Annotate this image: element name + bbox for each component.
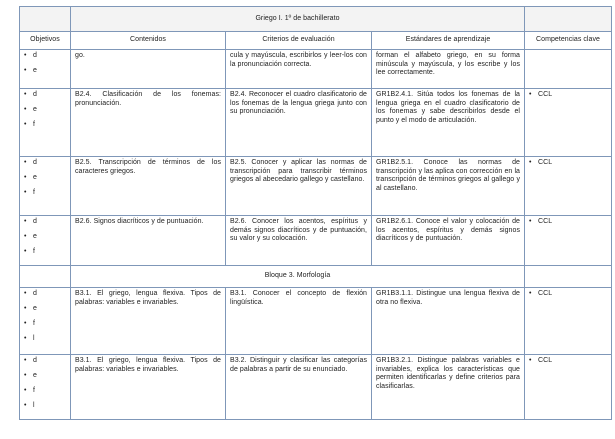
objetivo-item: • e: [24, 106, 66, 121]
curriculum-table: [19, 6, 612, 420]
section-blank-right: [525, 266, 612, 288]
objetivos-cell: [20, 89, 71, 157]
competencias-cell: [525, 288, 612, 355]
objetivo-item: • d: [24, 91, 66, 106]
objetivo-item: • e: [24, 233, 66, 248]
competencia-item: • CCL: [529, 91, 607, 106]
competencias-cell: [525, 355, 612, 420]
header-row: [20, 32, 612, 50]
estandares-cell: GR1B3.1.1. Distingue una lengua flexiva de otra no flexiva.: [372, 288, 525, 355]
table-title: Griego I. 1º de bachillerato: [71, 7, 525, 32]
title-row: [20, 7, 612, 32]
section-row: [20, 266, 612, 288]
competencias-cell: [525, 216, 612, 266]
title-blank-left: [20, 7, 71, 32]
estandares-cell: GR1B3.2.1. Distingue palabras variables e invariables, explica los características que permiten identificarlas y define criterios para clasificarlas.: [372, 355, 525, 420]
objetivo-item: • f: [24, 248, 66, 263]
objetivo-item: • d: [24, 159, 66, 174]
objetivo-item: • l: [24, 335, 66, 350]
competencia-item: • CCL: [529, 290, 607, 305]
table-row: [20, 216, 612, 266]
header-estandares: Estándares de aprendizaje: [372, 32, 525, 50]
table-row: [20, 355, 612, 420]
contenidos-cell: go.: [71, 50, 226, 89]
criterios-cell: cula y mayúscula, escribirlos y leer-los con la pronunciación correcta.: [226, 50, 372, 89]
objetivo-item: • e: [24, 305, 66, 320]
objetivos-cell: [20, 50, 71, 89]
competencia-item: • CCL: [529, 218, 607, 233]
objetivo-item: • f: [24, 121, 66, 136]
criterios-cell: B3.2. Distinguir y clasificar las categorías de palabras a partir de su enunciado.: [226, 355, 372, 420]
estandares-cell: GR1B2.6.1. Conoce el valor y colocación de los acentos, espíritus y demás signos diacríticos y de puntuación.: [372, 216, 525, 266]
competencias-cell: [525, 89, 612, 157]
contenidos-cell: B3.1. El griego, lengua flexiva. Tipos de palabras: variables e invariables.: [71, 355, 226, 420]
header-competencias: Competencias clave: [525, 32, 612, 50]
table-row: [20, 288, 612, 355]
criterios-cell: B2.6. Conocer los acentos, espíritus y demás signos diacríticos y de puntuación, su valor y su colocación.: [226, 216, 372, 266]
estandares-cell: GR1B2.4.1. Sitúa todos los fonemas de la lengua griega en el cuadro clasificatorio de los fonemas y sabe describirlos desde el punto y el modo de articulación.: [372, 89, 525, 157]
table-row: [20, 89, 612, 157]
competencias-cell: [525, 50, 612, 89]
table-row: [20, 50, 612, 89]
table-row: [20, 157, 612, 216]
contenidos-cell: B2.6. Signos diacríticos y de puntuación.: [71, 216, 226, 266]
objetivo-item: • f: [24, 387, 66, 402]
estandares-cell: GR1B2.5.1. Conoce las normas de transcripción y las aplica con corrección en la transcripción de términos griegos al gallego y al castellano.: [372, 157, 525, 216]
objetivo-item: • d: [24, 357, 66, 372]
objetivo-item: • e: [24, 67, 66, 82]
criterios-cell: B2.4. Reconocer el cuadro clasificatorio de los fonemas de la lengua griega junto con su pronunciación.: [226, 89, 372, 157]
objetivo-item: • d: [24, 218, 66, 233]
header-contenidos: Contenidos: [71, 32, 226, 50]
objetivos-cell: [20, 355, 71, 420]
competencia-item: • CCL: [529, 357, 607, 372]
competencias-cell: [525, 157, 612, 216]
objetivo-item: • f: [24, 320, 66, 335]
objetivos-cell: [20, 288, 71, 355]
objetivos-cell: [20, 216, 71, 266]
objetivo-item: • d: [24, 52, 66, 67]
section-blank-left: [20, 266, 71, 288]
competencia-item: • CCL: [529, 159, 607, 174]
objetivo-item: • d: [24, 290, 66, 305]
estandares-cell: forman el alfabeto griego, en su forma minúscula y mayúscula, y los escribe y los lee correctamente.: [372, 50, 525, 89]
objetivo-item: • e: [24, 174, 66, 189]
contenidos-cell: B2.5. Transcripción de términos de los caracteres griegos.: [71, 157, 226, 216]
contenidos-cell: B3.1. El griego, lengua flexiva. Tipos de palabras: variables e invariables.: [71, 288, 226, 355]
objetivo-item: • e: [24, 372, 66, 387]
criterios-cell: B2.5. Conocer y aplicar las normas de transcripción para transcribir términos griegos al abecedario gallego y castellano.: [226, 157, 372, 216]
header-objetivos: Objetivos: [20, 32, 71, 50]
objetivo-item: • l: [24, 402, 66, 417]
title-blank-right: [525, 7, 612, 32]
header-criterios: Criterios de evaluación: [226, 32, 372, 50]
objetivos-cell: [20, 157, 71, 216]
criterios-cell: B3.1. Conocer el concepto de flexión lingüística.: [226, 288, 372, 355]
contenidos-cell: B2.4. Clasificación de los fonemas: pronunciación.: [71, 89, 226, 157]
section-title: Bloque 3. Morfología: [71, 266, 525, 288]
objetivo-item: • f: [24, 189, 66, 204]
